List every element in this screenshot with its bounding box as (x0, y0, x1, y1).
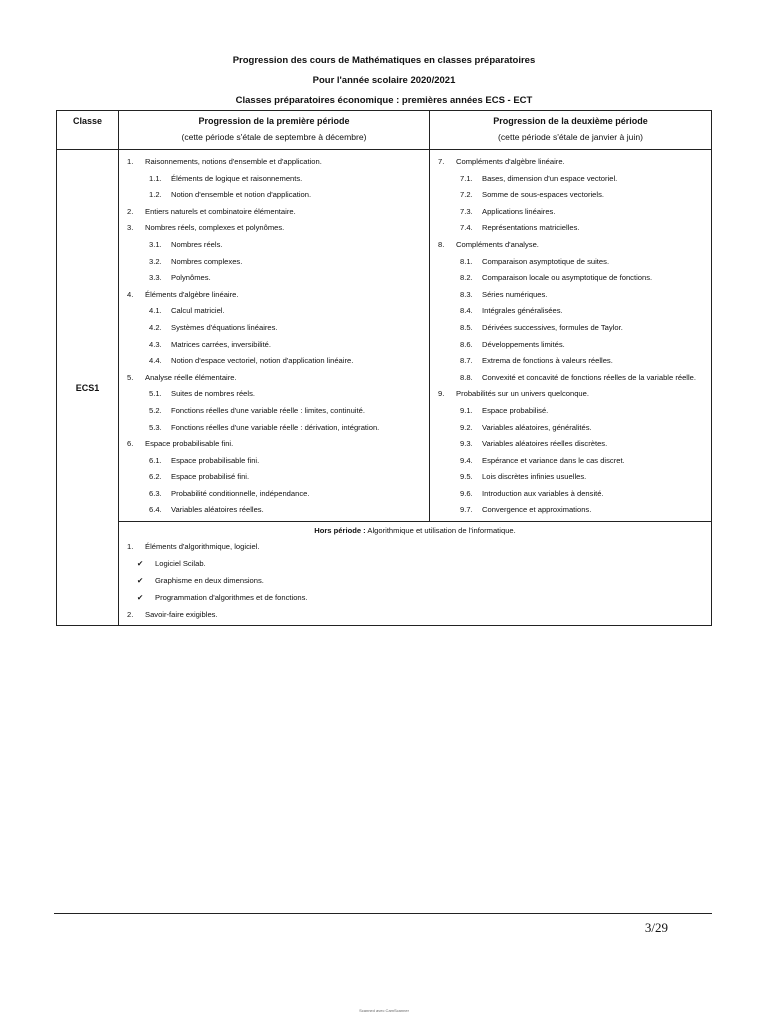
scanner-watermark: Scanned avec CamScanner (359, 1008, 409, 1013)
item-number: 2. (127, 610, 134, 620)
item-text: Bases, dimension d'un espace vectoriel. (482, 173, 618, 183)
list-item (430, 486, 711, 503)
item-number: 6.2. (149, 472, 162, 482)
list-item (119, 469, 429, 486)
item-number: 3.1. (149, 239, 162, 249)
list-item (430, 154, 711, 171)
item-text: Fonctions réelles d'une variable réelle : limites, continuité. (171, 405, 365, 415)
item-number: 9.6. (460, 488, 473, 498)
item-text: Espace probabilisable fini. (171, 455, 260, 465)
list-item (430, 453, 711, 470)
item-number: 8.5. (460, 322, 473, 332)
list-item (430, 254, 711, 271)
item-number: 4.3. (149, 339, 162, 349)
list-item (430, 370, 711, 387)
list-item (430, 403, 711, 420)
item-text: Séries numériques. (482, 289, 548, 299)
list-item (430, 204, 711, 221)
period1-content (119, 150, 430, 522)
item-number: 6.3. (149, 488, 162, 498)
list-item (430, 436, 711, 453)
item-text: Comparaison asymptotique de suites. (482, 256, 610, 266)
item-text: Savoir-faire exigibles. (145, 610, 218, 620)
item-text: Représentations matricielles. (482, 223, 580, 233)
item-number: 5.2. (149, 405, 162, 415)
list-item (119, 204, 429, 221)
progression-table (56, 110, 712, 626)
item-number: 8.3. (460, 289, 473, 299)
item-text: Matrices carrées, inversibilité. (171, 339, 272, 349)
list-item (119, 187, 429, 204)
item-text: Graphisme en deux dimensions. (155, 576, 264, 586)
list-item (430, 353, 711, 370)
list-item (119, 436, 429, 453)
hors-periode-label: Hors période : (314, 526, 366, 536)
list-item (119, 606, 711, 623)
list-item (119, 171, 429, 188)
item-number: 1. (127, 542, 134, 552)
item-text: Éléments d'algèbre linéaire. (145, 289, 239, 299)
item-text: Analyse réelle élémentaire. (145, 372, 237, 382)
hors-periode-text: Algorithmique et utilisation de l'informatique. (365, 526, 516, 536)
period2-subtitle: (cette période s'étale de janvier à juin) (498, 132, 643, 142)
item-text: Polynômes. (171, 273, 211, 283)
list-item (119, 486, 429, 503)
item-text: Notion d'espace vectoriel, notion d'application linéaire. (171, 356, 354, 366)
list-item (119, 303, 429, 320)
item-text: Probabilité conditionnelle, indépendance. (171, 488, 310, 498)
item-text: Intégrales généralisées. (482, 306, 563, 316)
list-item (119, 254, 429, 271)
list-item (119, 287, 429, 304)
item-number: 7.4. (460, 223, 473, 233)
list-item (430, 386, 711, 403)
list-item (119, 538, 711, 555)
item-text: Éléments d'algorithmique, logiciel. (145, 542, 260, 552)
item-text: Dérivées successives, formules de Taylor. (482, 322, 623, 332)
period1-header (119, 111, 430, 150)
item-number: 5.1. (149, 389, 162, 399)
item-text: Applications linéaires. (482, 206, 556, 216)
item-text: Comparaison locale ou asymptotique de fonctions. (482, 273, 653, 283)
item-text: Notion d'ensemble et notion d'application. (171, 190, 312, 200)
item-text: Développements limités. (482, 339, 565, 349)
hors-periode-row (57, 522, 712, 626)
item-number: 8.8. (460, 372, 473, 382)
item-number: 9.7. (460, 505, 473, 515)
list-item (430, 502, 711, 519)
item-number: 6.4. (149, 505, 162, 515)
item-text: Systèmes d'équations linéaires. (171, 322, 278, 332)
item-text: Extrema de fonctions à valeurs réelles. (482, 356, 613, 366)
period1-subtitle: (cette période s'étale de septembre à décembre) (181, 132, 367, 142)
item-text: Entiers naturels et combinatoire élémentaire. (145, 206, 296, 216)
item-text: Nombres réels, complexes et polynômes. (145, 223, 285, 233)
item-number: 9.2. (460, 422, 473, 432)
item-number: 7.1. (460, 173, 473, 183)
list-item (119, 154, 429, 171)
item-text: Introduction aux variables à densité. (482, 488, 604, 498)
list-item (119, 237, 429, 254)
list-item (430, 303, 711, 320)
list-item (119, 453, 429, 470)
school-year: Pour l'année scolaire 2020/2021 (312, 75, 456, 86)
item-text: Convergence et approximations. (482, 505, 592, 515)
item-text: Variables aléatoires, généralités. (482, 422, 592, 432)
table-header-row (57, 111, 712, 150)
item-number: 6.1. (149, 455, 162, 465)
list-item (119, 370, 429, 387)
item-number: 9.3. (460, 439, 473, 449)
list-item (119, 403, 429, 420)
item-text: Raisonnements, notions d'ensemble et d'application. (145, 157, 322, 166)
class-type-heading: Classes préparatoires économique : premières années ECS - ECT (235, 95, 533, 106)
item-number: 3.2. (149, 256, 162, 266)
list-item (430, 469, 711, 486)
item-text: Programmation d'algorithmes et de fonctions. (155, 593, 308, 603)
item-text: Compléments d'algèbre linéaire. (456, 157, 565, 166)
list-item (430, 237, 711, 254)
period1-list (119, 150, 429, 521)
item-number: 8.1. (460, 256, 473, 266)
item-number: 2. (127, 206, 134, 216)
document-title: Progression des cours de Mathématiques en classes préparatoires (232, 55, 536, 66)
item-number: 8.6. (460, 339, 473, 349)
item-number: 8.4. (460, 306, 473, 316)
item-text: Espace probabilisable fini. (145, 439, 234, 449)
item-text: Logiciel Scilab. (155, 559, 206, 569)
class-name-cell: ECS1 (57, 150, 119, 626)
item-number: 7. (438, 157, 445, 166)
item-number: 8. (438, 239, 445, 249)
item-text: Lois discrètes infinies usuelles. (482, 472, 587, 482)
list-item (119, 320, 429, 337)
item-number: 8.2. (460, 273, 473, 283)
checkmark-icon: ✔ (137, 593, 144, 603)
item-text: Fonctions réelles d'une variable réelle : dérivation, intégration. (171, 422, 380, 432)
list-item (430, 187, 711, 204)
list-item (119, 420, 429, 437)
item-number: 1.2. (149, 190, 162, 200)
class-column-header: Classe (57, 111, 119, 150)
list-item (119, 555, 711, 572)
list-item (119, 502, 429, 519)
item-text: Probabilités sur un univers quelconque. (456, 389, 589, 399)
list-item (430, 337, 711, 354)
item-number: 9.4. (460, 455, 473, 465)
list-item (430, 270, 711, 287)
item-text: Nombres réels. (171, 239, 223, 249)
item-number: 7.2. (460, 190, 473, 200)
item-text: Suites de nombres réels. (171, 389, 255, 399)
list-item (119, 220, 429, 237)
item-text: Variables aléatoires réelles. (171, 505, 264, 515)
item-number: 5.3. (149, 422, 162, 432)
item-number: 9.5. (460, 472, 473, 482)
page-number: 3/29 (644, 920, 668, 935)
item-number: 6. (127, 439, 134, 449)
hors-periode-title (119, 524, 711, 538)
item-text: Calcul matriciel. (171, 306, 225, 316)
item-number: 5. (127, 372, 134, 382)
checkmark-icon: ✔ (137, 576, 144, 586)
item-number: 1.1. (149, 173, 162, 183)
item-number: 8.7. (460, 356, 473, 366)
table-body-row (57, 150, 712, 522)
item-number: 9.1. (460, 405, 473, 415)
list-item (119, 386, 429, 403)
item-text: Convexité et concavité de fonctions réelles de la variable réelle. (482, 372, 697, 382)
period2-title: Progression de la deuxième période (493, 116, 648, 126)
checkmark-icon: ✔ (137, 559, 144, 569)
item-number: 3.3. (149, 273, 162, 283)
list-item (430, 171, 711, 188)
item-number: 4. (127, 289, 134, 299)
period2-content (430, 150, 712, 522)
item-text: Nombres complexes. (171, 256, 243, 266)
item-text: Variables aléatoires réelles discrètes. (482, 439, 608, 449)
hors-periode-cell (119, 522, 712, 626)
footer-rule (54, 913, 712, 914)
period2-header (430, 111, 712, 150)
item-text: Éléments de logique et raisonnements. (171, 173, 303, 183)
item-text: Compléments d'analyse. (456, 239, 539, 249)
item-text: Espérance et variance dans le cas discret. (482, 455, 625, 465)
period1-title: Progression de la première période (198, 116, 350, 126)
list-item (119, 572, 711, 589)
period2-list (430, 150, 711, 521)
item-number: 4.4. (149, 356, 162, 366)
item-text: Somme de sous-espaces vectoriels. (482, 190, 604, 200)
hors-periode-list (119, 538, 711, 623)
list-item (430, 287, 711, 304)
list-item (119, 270, 429, 287)
list-item (119, 337, 429, 354)
item-number: 3. (127, 223, 134, 233)
item-number: 4.1. (149, 306, 162, 316)
item-number: 7.3. (460, 206, 473, 216)
item-text: Espace probabilisé. (482, 405, 549, 415)
list-item (430, 420, 711, 437)
item-number: 4.2. (149, 322, 162, 332)
item-number: 9. (438, 389, 445, 399)
item-text: Espace probabilisé fini. (171, 472, 250, 482)
list-item (430, 320, 711, 337)
list-item (119, 589, 711, 606)
item-number: 1. (127, 157, 134, 166)
list-item (430, 220, 711, 237)
list-item (119, 353, 429, 370)
